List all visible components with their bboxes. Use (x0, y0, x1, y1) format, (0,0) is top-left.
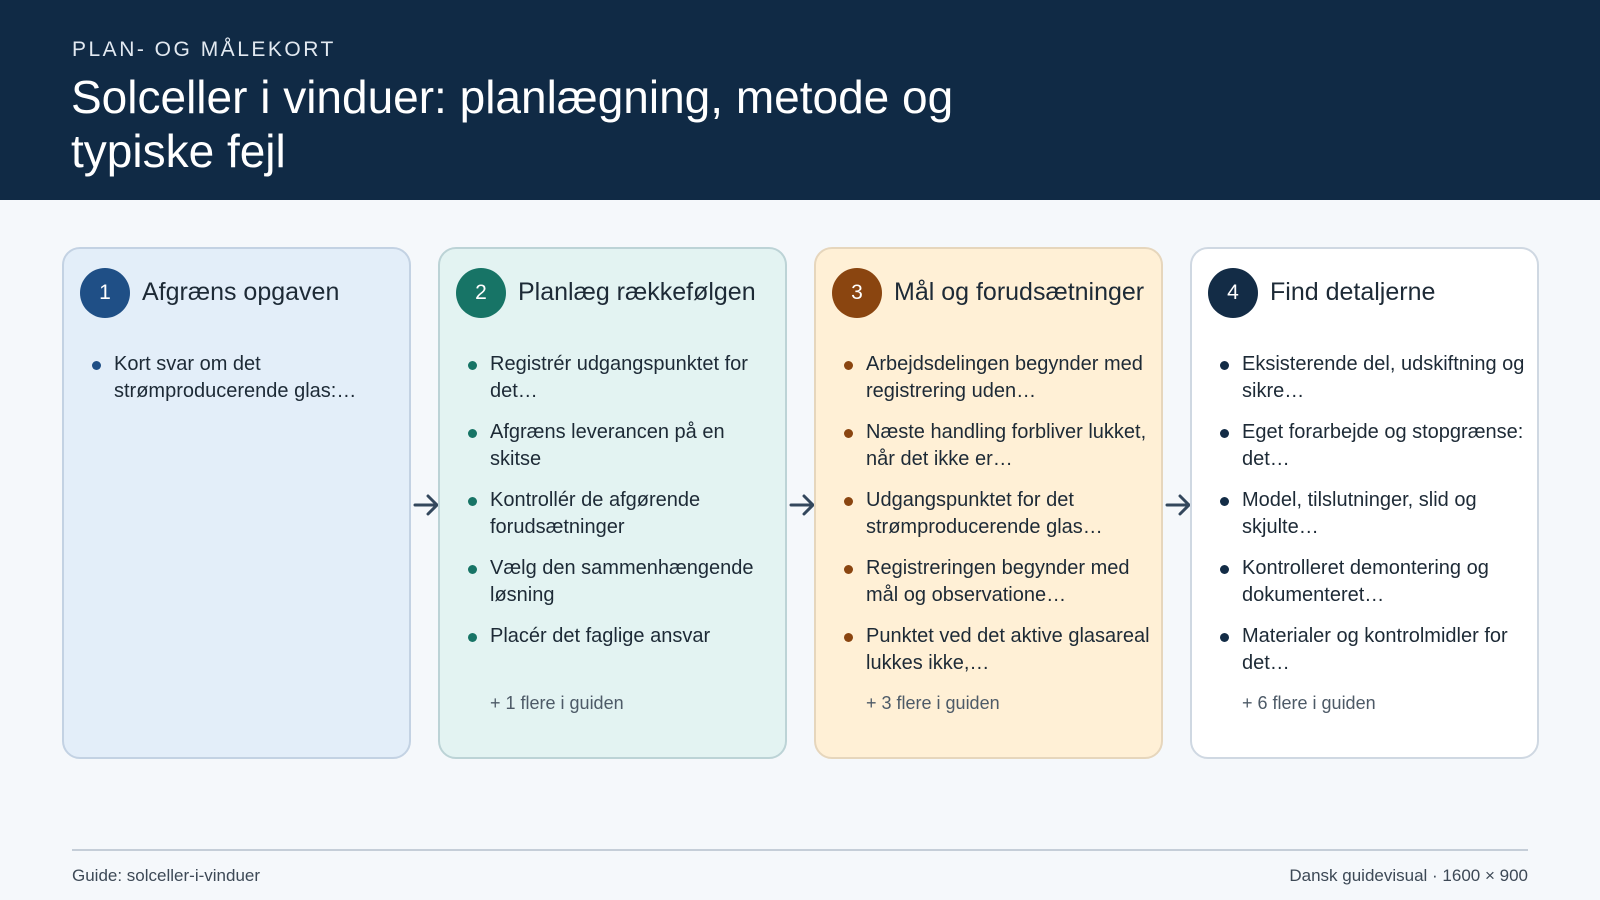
list-item-text: Afgræns leverancen på en skitse (490, 421, 725, 470)
step-card-list (462, 351, 780, 664)
step-card-1 (62, 247, 411, 759)
bullet-icon (844, 361, 853, 370)
list-item (86, 351, 404, 405)
bullet-icon (844, 633, 853, 642)
bullet-icon (468, 633, 477, 642)
list-item-text: Arbejdsdelingen begynder med registrering uden… (866, 353, 1143, 402)
step-number-badge: 1 (80, 268, 130, 318)
bullet-icon (1220, 633, 1229, 642)
step-number-badge: 4 (1208, 268, 1258, 318)
more-in-guide-note: + 6 flere i guiden (1242, 693, 1376, 713)
list-item (838, 419, 1156, 473)
footer-divider (72, 849, 1528, 851)
list-item (1214, 419, 1532, 473)
list-item-text: Model, tilslutninger, slid og skjulte… (1242, 489, 1477, 538)
list-item-text: Punktet ved det aktive glasareal lukkes ikke,… (866, 625, 1150, 674)
footer-meta-label: Dansk guidevisual · 1600 × 900 (1289, 866, 1528, 885)
bullet-icon (468, 429, 477, 438)
step-card-3 (814, 247, 1163, 759)
step-card-2 (438, 247, 787, 759)
list-item (838, 555, 1156, 609)
bullet-icon (844, 565, 853, 574)
list-item (462, 555, 780, 609)
list-item (838, 487, 1156, 541)
list-item (462, 419, 780, 473)
list-item-text: Vælg den sammenhængende løsning (490, 557, 754, 606)
list-item-text: Registreringen begynder med mål og observatione… (866, 557, 1130, 606)
bullet-icon (844, 497, 853, 506)
list-item-text: Eksisterende del, udskiftning og sikre… (1242, 353, 1525, 402)
step-card-title: Find detaljerne (1270, 278, 1436, 306)
bullet-icon (468, 565, 477, 574)
list-item-text: Kontrolleret demontering og dokumenteret… (1242, 557, 1489, 606)
list-item-text: Materialer og kontrolmidler for det… (1242, 625, 1508, 674)
list-item-text: Kort svar om det strømproducerende glas:… (114, 353, 357, 402)
page-title: Solceller i vinduer: planlægning, metode og typiske fejl (71, 71, 954, 177)
list-item-text: Udgangspunktet for det strømproducerende glas… (866, 489, 1103, 538)
list-item-text: Placér det faglige ansvar (490, 625, 711, 647)
bullet-icon (1220, 361, 1229, 370)
list-item (462, 623, 780, 650)
step-card-4 (1190, 247, 1539, 759)
bullet-icon (468, 497, 477, 506)
list-item (462, 351, 780, 405)
bullet-icon (1220, 565, 1229, 574)
bullet-icon (92, 361, 101, 370)
list-item (462, 487, 780, 541)
eyebrow-label: PLAN- OG MÅLEKORT (72, 38, 336, 61)
step-card-list (838, 351, 1156, 691)
list-item-text: Næste handling forbliver lukket, når det ikke er… (866, 421, 1147, 470)
header-banner (0, 0, 1600, 200)
step-card-list (86, 351, 404, 419)
list-item (1214, 487, 1532, 541)
list-item (838, 623, 1156, 677)
bullet-icon (1220, 497, 1229, 506)
list-item-text: Kontrollér de afgørende forudsætninger (490, 489, 701, 538)
footer-guide-label: Guide: solceller-i-vinduer (72, 866, 261, 885)
step-number-badge: 3 (832, 268, 882, 318)
step-card-title: Mål og forudsætninger (894, 278, 1145, 306)
bullet-icon (844, 429, 853, 438)
more-in-guide-note: + 3 flere i guiden (866, 693, 1000, 713)
list-item (1214, 351, 1532, 405)
bullet-icon (468, 361, 477, 370)
more-in-guide-note: + 1 flere i guiden (490, 693, 624, 713)
step-card-title: Afgræns opgaven (142, 278, 340, 306)
list-item (838, 351, 1156, 405)
list-item-text: Registrér udgangspunktet for det… (490, 353, 748, 402)
list-item-text: Eget forarbejde og stopgrænse: det… (1242, 421, 1524, 470)
list-item (1214, 623, 1532, 677)
step-number-badge: 2 (456, 268, 506, 318)
list-item (1214, 555, 1532, 609)
step-card-list (1214, 351, 1532, 691)
step-card-title: Planlæg rækkefølgen (518, 278, 756, 306)
bullet-icon (1220, 429, 1229, 438)
